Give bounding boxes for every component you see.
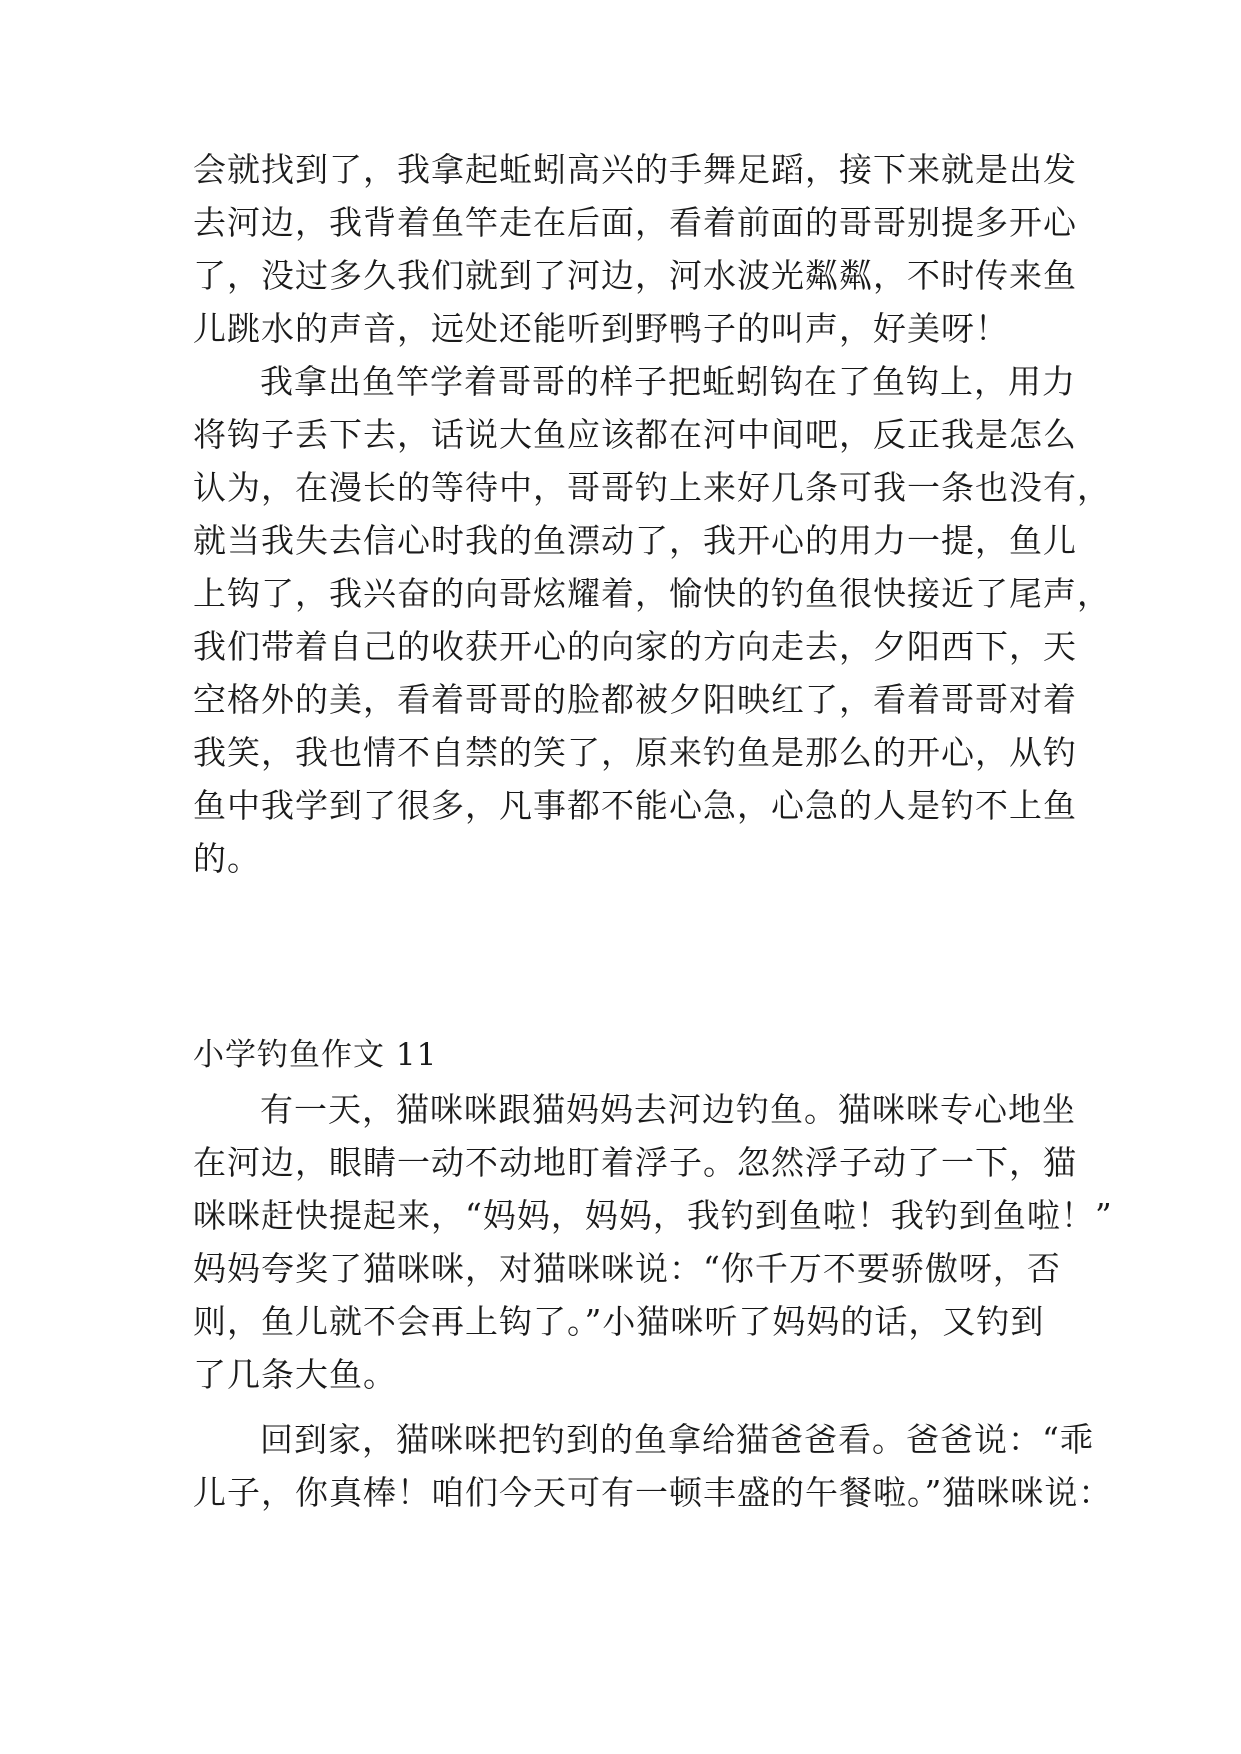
text-line: 会就找到了，我拿起蚯蚓高兴的手舞足蹈，接下来就是出发 [193, 150, 1077, 189]
text-line: 儿子，你真棒！咱们今天可有一顿丰盛的午餐啦。”猫咪咪说： [193, 1473, 1113, 1512]
text-line: 在河边，眼睛一动不动地盯着浮子。忽然浮子动了一下，猫 [193, 1143, 1077, 1182]
text-line: 我拿出鱼竿学着哥哥的样子把蚯蚓钩在了鱼钩上，用力 [260, 362, 1076, 401]
text-line: 将钩子丢下去，话说大鱼应该都在河中间吧，反正我是怎么 [193, 415, 1077, 454]
text-line: 我笑，我也情不自禁的笑了，原来钓鱼是那么的开心，从钓 [193, 733, 1077, 772]
text-line: 咪咪赶快提起来，“妈妈，妈妈，我钓到鱼啦！我钓到鱼啦！” [193, 1196, 1113, 1235]
text-line: 了，没过多久我们就到了河边，河水波光粼粼，不时传来鱼 [193, 256, 1077, 295]
text-line: 认为，在漫长的等待中，哥哥钓上来好几条可我一条也没有， [193, 468, 1111, 507]
text-line: 去河边，我背着鱼竿走在后面，看着前面的哥哥别提多开心 [193, 203, 1077, 242]
text-line: 则，鱼儿就不会再上钩了。”小猫咪听了妈妈的话，又钓到 [193, 1302, 1045, 1341]
text-line: 回到家，猫咪咪把钓到的鱼拿给猫爸爸看。爸爸说：“乖 [260, 1420, 1094, 1459]
text-line: 就当我失去信心时我的鱼漂动了，我开心的用力一提，鱼儿 [193, 521, 1077, 560]
text-line: 的。 [193, 839, 261, 878]
text-line: 空格外的美，看着哥哥的脸都被夕阳映红了，看着哥哥对着 [193, 680, 1077, 719]
text-line: 上钩了，我兴奋的向哥炫耀着，愉快的钓鱼很快接近了尾声， [193, 574, 1111, 613]
text-line: 我们带着自己的收获开心的向家的方向走去，夕阳西下，天 [193, 627, 1077, 666]
essay-title: 小学钓鱼作文 11 [193, 1037, 438, 1073]
text-line: 儿跳水的声音，远处还能听到野鸭子的叫声，好美呀！ [193, 309, 1009, 348]
text-line: 有一天，猫咪咪跟猫妈妈去河边钓鱼。猫咪咪专心地坐 [260, 1090, 1076, 1129]
text-line: 鱼中我学到了很多，凡事都不能心急，心急的人是钓不上鱼 [193, 786, 1077, 825]
text-line: 妈妈夸奖了猫咪咪，对猫咪咪说：“你千万不要骄傲呀，否 [193, 1249, 1061, 1288]
text-line: 了几条大鱼。 [193, 1355, 397, 1394]
